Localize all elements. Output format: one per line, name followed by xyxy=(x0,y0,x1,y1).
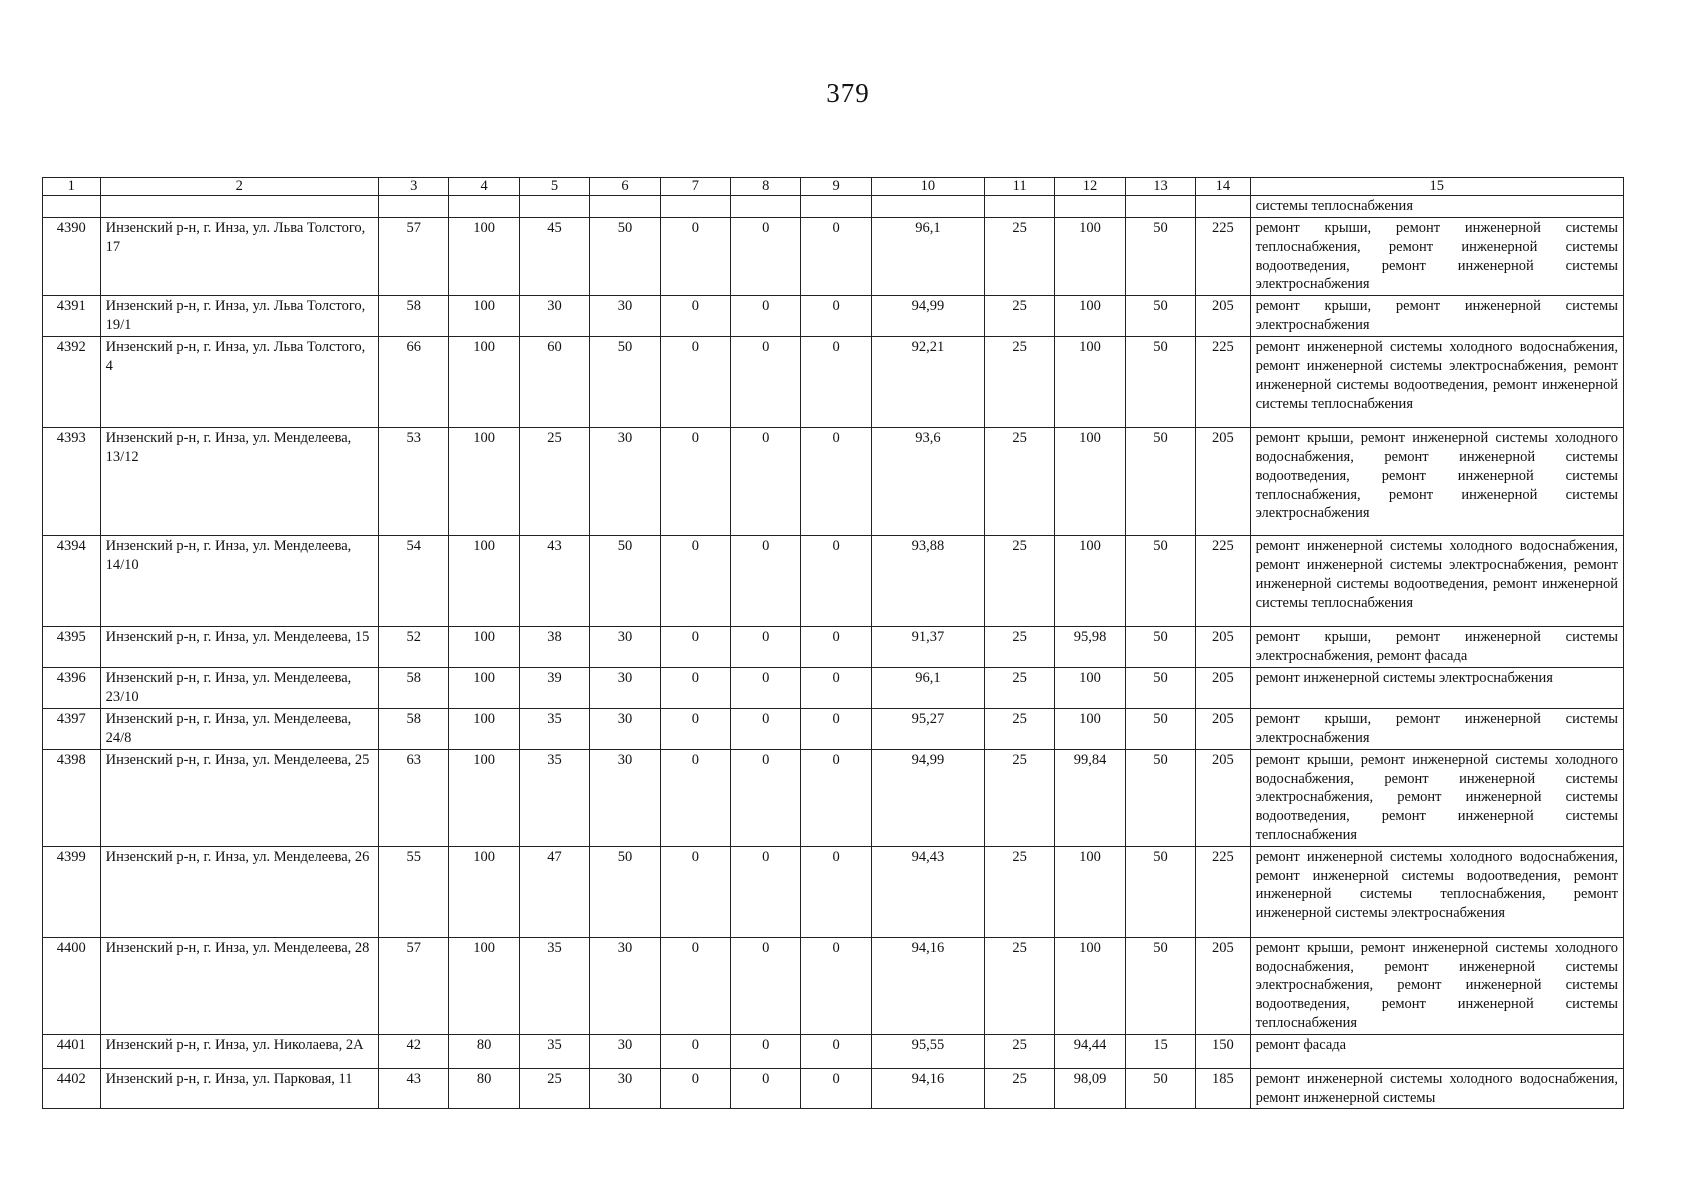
col-7: 0 xyxy=(660,428,730,536)
column-header-14: 14 xyxy=(1196,178,1250,196)
col-10: 94,16 xyxy=(871,1068,984,1109)
col-7: 0 xyxy=(660,708,730,749)
col-14: 225 xyxy=(1196,846,1250,937)
col-6: 30 xyxy=(590,296,660,337)
row-number: 4390 xyxy=(43,218,101,296)
col-11: 25 xyxy=(984,708,1054,749)
column-header-4: 4 xyxy=(449,178,519,196)
col-3: 57 xyxy=(379,937,449,1034)
table-row xyxy=(43,218,1624,296)
col-7: 0 xyxy=(660,749,730,846)
col-12: 100 xyxy=(1055,937,1125,1034)
col-4: 100 xyxy=(449,296,519,337)
col-9: 0 xyxy=(801,937,871,1034)
table-row xyxy=(43,937,1624,1034)
col-4: 100 xyxy=(449,937,519,1034)
col-13: 50 xyxy=(1125,536,1195,627)
col-5: 25 xyxy=(519,428,589,536)
col-3: 55 xyxy=(379,846,449,937)
col-10: 95,27 xyxy=(871,708,984,749)
col-11: 25 xyxy=(984,937,1054,1034)
col-11: 25 xyxy=(984,296,1054,337)
row-number: 4401 xyxy=(43,1034,101,1068)
col-4: 100 xyxy=(449,536,519,627)
col-13: 50 xyxy=(1125,337,1195,428)
col-9: 0 xyxy=(801,667,871,708)
col-13: 50 xyxy=(1125,296,1195,337)
address: Инзенский р-н, г. Инза, ул. Николаева, 2А xyxy=(100,1034,378,1068)
col-4: 100 xyxy=(449,627,519,668)
col-5: 30 xyxy=(519,296,589,337)
col-12: 100 xyxy=(1055,536,1125,627)
col-3: 58 xyxy=(379,667,449,708)
col-9: 0 xyxy=(801,536,871,627)
works-list: ремонт крыши, ремонт инженерной системы холодного водоснабжения, ремонт инженерной системы водоотведения, ремонт инженерной системы теплоснабжения, ремонт инженерной системы электроснабжения xyxy=(1250,428,1623,536)
col-9: 0 xyxy=(801,708,871,749)
col-9: 0 xyxy=(801,846,871,937)
col-6: 30 xyxy=(590,1068,660,1109)
col-8: 0 xyxy=(731,1068,801,1109)
address: Инзенский р-н, г. Инза, ул. Менделеева, 14/10 xyxy=(100,536,378,627)
col-11: 25 xyxy=(984,536,1054,627)
column-number-header-row xyxy=(43,178,1624,196)
col-10: 92,21 xyxy=(871,337,984,428)
col-5: 25 xyxy=(519,1068,589,1109)
col-4: 100 xyxy=(449,337,519,428)
col-12: 100 xyxy=(1055,708,1125,749)
col-7: 0 xyxy=(660,627,730,668)
col-12: 100 xyxy=(1055,337,1125,428)
col-14: 225 xyxy=(1196,337,1250,428)
address: Инзенский р-н, г. Инза, ул. Менделеева, 28 xyxy=(100,937,378,1034)
col-10: 94,99 xyxy=(871,749,984,846)
col-9: 0 xyxy=(801,218,871,296)
col-11: 25 xyxy=(984,667,1054,708)
col-3: 58 xyxy=(379,708,449,749)
col-5: 35 xyxy=(519,749,589,846)
table-row xyxy=(43,1034,1624,1068)
col-14: 225 xyxy=(1196,218,1250,296)
col-3: 52 xyxy=(379,627,449,668)
col-5: 35 xyxy=(519,937,589,1034)
column-header-12: 12 xyxy=(1055,178,1125,196)
col-14: 205 xyxy=(1196,428,1250,536)
col-8: 0 xyxy=(731,536,801,627)
col-7: 0 xyxy=(660,667,730,708)
col-13: 15 xyxy=(1125,1034,1195,1068)
col-12: 100 xyxy=(1055,846,1125,937)
col-8: 0 xyxy=(731,627,801,668)
col-5: 45 xyxy=(519,218,589,296)
col-4: 80 xyxy=(449,1068,519,1109)
col-4: 100 xyxy=(449,708,519,749)
col-8: 0 xyxy=(731,937,801,1034)
address: Инзенский р-н, г. Инза, ул. Менделеева, 15 xyxy=(100,627,378,668)
col-14: 205 xyxy=(1196,749,1250,846)
col-5: 35 xyxy=(519,1034,589,1068)
col-8: 0 xyxy=(731,749,801,846)
col-8: 0 xyxy=(731,296,801,337)
address: Инзенский р-н, г. Инза, ул. Льва Толстого, 19/1 xyxy=(100,296,378,337)
col-12: 100 xyxy=(1055,296,1125,337)
row-number: 4392 xyxy=(43,337,101,428)
col-14: 205 xyxy=(1196,708,1250,749)
col-4: 100 xyxy=(449,667,519,708)
col-14: 205 xyxy=(1196,937,1250,1034)
table-row xyxy=(43,708,1624,749)
col-3: 42 xyxy=(379,1034,449,1068)
row-number: 4398 xyxy=(43,749,101,846)
col-5: 60 xyxy=(519,337,589,428)
repair-register-table xyxy=(42,177,1624,1109)
col-12: 100 xyxy=(1055,428,1125,536)
col-11: 25 xyxy=(984,1068,1054,1109)
column-header-5: 5 xyxy=(519,178,589,196)
col-14: 225 xyxy=(1196,536,1250,627)
continuation-works: системы теплоснабжения xyxy=(1250,196,1623,218)
works-list: ремонт инженерной системы холодного водоснабжения, ремонт инженерной системы xyxy=(1250,1068,1623,1109)
col-7: 0 xyxy=(660,218,730,296)
row-number: 4400 xyxy=(43,937,101,1034)
table-row xyxy=(43,627,1624,668)
col-13: 50 xyxy=(1125,428,1195,536)
works-list: ремонт инженерной системы электроснабжения xyxy=(1250,667,1623,708)
table-row xyxy=(43,337,1624,428)
col-6: 50 xyxy=(590,536,660,627)
works-list: ремонт крыши, ремонт инженерной системы электроснабжения, ремонт фасада xyxy=(1250,627,1623,668)
works-list: ремонт крыши, ремонт инженерной системы теплоснабжения, ремонт инженерной системы водоотведения, ремонт инженерной системы электроснабжения xyxy=(1250,218,1623,296)
col-4: 100 xyxy=(449,846,519,937)
col-11: 25 xyxy=(984,218,1054,296)
col-9: 0 xyxy=(801,1034,871,1068)
column-header-2: 2 xyxy=(100,178,378,196)
col-14: 150 xyxy=(1196,1034,1250,1068)
column-header-11: 11 xyxy=(984,178,1054,196)
col-13: 50 xyxy=(1125,708,1195,749)
col-13: 50 xyxy=(1125,667,1195,708)
col-4: 80 xyxy=(449,1034,519,1068)
col-5: 39 xyxy=(519,667,589,708)
works-list: ремонт крыши, ремонт инженерной системы холодного водоснабжения, ремонт инженерной системы электроснабжения, ремонт инженерной системы водоотведения, ремонт инженерной системы теплоснабжения xyxy=(1250,749,1623,846)
row-number: 4399 xyxy=(43,846,101,937)
col-11: 25 xyxy=(984,428,1054,536)
col-9: 0 xyxy=(801,1068,871,1109)
page-number: 379 xyxy=(826,78,870,108)
column-header-8: 8 xyxy=(731,178,801,196)
col-5: 43 xyxy=(519,536,589,627)
col-13: 50 xyxy=(1125,218,1195,296)
col-9: 0 xyxy=(801,627,871,668)
col-12: 98,09 xyxy=(1055,1068,1125,1109)
col-6: 30 xyxy=(590,1034,660,1068)
col-10: 91,37 xyxy=(871,627,984,668)
col-8: 0 xyxy=(731,337,801,428)
col-3: 53 xyxy=(379,428,449,536)
column-header-9: 9 xyxy=(801,178,871,196)
address: Инзенский р-н, г. Инза, ул. Менделеева, 23/10 xyxy=(100,667,378,708)
address: Инзенский р-н, г. Инза, ул. Менделеева, 26 xyxy=(100,846,378,937)
col-10: 94,99 xyxy=(871,296,984,337)
works-list: ремонт инженерной системы холодного водоснабжения, ремонт инженерной системы электроснабжения, ремонт инженерной системы водоотведения, ремонт инженерной системы теплоснабжения xyxy=(1250,337,1623,428)
works-list: ремонт крыши, ремонт инженерной системы электроснабжения xyxy=(1250,708,1623,749)
col-6: 30 xyxy=(590,428,660,536)
table-row xyxy=(43,428,1624,536)
col-4: 100 xyxy=(449,428,519,536)
row-number: 4394 xyxy=(43,536,101,627)
col-5: 35 xyxy=(519,708,589,749)
col-6: 30 xyxy=(590,627,660,668)
col-7: 0 xyxy=(660,846,730,937)
col-10: 93,6 xyxy=(871,428,984,536)
col-11: 25 xyxy=(984,846,1054,937)
col-10: 95,55 xyxy=(871,1034,984,1068)
address: Инзенский р-н, г. Инза, ул. Льва Толстого, 4 xyxy=(100,337,378,428)
address: Инзенский р-н, г. Инза, ул. Льва Толстого, 17 xyxy=(100,218,378,296)
col-8: 0 xyxy=(731,428,801,536)
col-13: 50 xyxy=(1125,937,1195,1034)
col-11: 25 xyxy=(984,749,1054,846)
col-11: 25 xyxy=(984,337,1054,428)
col-10: 94,43 xyxy=(871,846,984,937)
col-9: 0 xyxy=(801,749,871,846)
col-4: 100 xyxy=(449,218,519,296)
col-14: 205 xyxy=(1196,627,1250,668)
address: Инзенский р-н, г. Инза, ул. Менделеева, 25 xyxy=(100,749,378,846)
col-9: 0 xyxy=(801,337,871,428)
col-13: 50 xyxy=(1125,846,1195,937)
col-3: 63 xyxy=(379,749,449,846)
col-7: 0 xyxy=(660,536,730,627)
col-9: 0 xyxy=(801,296,871,337)
address: Инзенский р-н, г. Инза, ул. Менделеева, 13/12 xyxy=(100,428,378,536)
col-11: 25 xyxy=(984,1034,1054,1068)
col-14: 205 xyxy=(1196,296,1250,337)
col-6: 30 xyxy=(590,667,660,708)
works-list: ремонт инженерной системы холодного водоснабжения, ремонт инженерной системы электроснабжения, ремонт инженерной системы водоотведения, ремонт инженерной системы теплоснабжения xyxy=(1250,536,1623,627)
col-6: 30 xyxy=(590,749,660,846)
col-10: 94,16 xyxy=(871,937,984,1034)
col-13: 50 xyxy=(1125,749,1195,846)
row-number: 4393 xyxy=(43,428,101,536)
table-row xyxy=(43,846,1624,937)
col-8: 0 xyxy=(731,218,801,296)
col-12: 100 xyxy=(1055,218,1125,296)
col-8: 0 xyxy=(731,846,801,937)
continuation-row xyxy=(43,196,1624,218)
works-list: ремонт крыши, ремонт инженерной системы электроснабжения xyxy=(1250,296,1623,337)
col-14: 185 xyxy=(1196,1068,1250,1109)
col-5: 47 xyxy=(519,846,589,937)
col-12: 95,98 xyxy=(1055,627,1125,668)
row-number: 4395 xyxy=(43,627,101,668)
col-12: 94,44 xyxy=(1055,1034,1125,1068)
col-7: 0 xyxy=(660,937,730,1034)
column-header-7: 7 xyxy=(660,178,730,196)
col-6: 50 xyxy=(590,337,660,428)
col-10: 96,1 xyxy=(871,218,984,296)
col-3: 43 xyxy=(379,1068,449,1109)
col-3: 58 xyxy=(379,296,449,337)
col-6: 30 xyxy=(590,708,660,749)
col-10: 96,1 xyxy=(871,667,984,708)
column-header-15: 15 xyxy=(1250,178,1623,196)
table-row xyxy=(43,667,1624,708)
table-row xyxy=(43,1068,1624,1109)
column-header-3: 3 xyxy=(379,178,449,196)
works-list: ремонт инженерной системы холодного водоснабжения, ремонт инженерной системы водоотведения, ремонт инженерной системы теплоснабжения, ремонт инженерной системы электроснабжения xyxy=(1250,846,1623,937)
row-number: 4402 xyxy=(43,1068,101,1109)
col-4: 100 xyxy=(449,749,519,846)
table-row xyxy=(43,296,1624,337)
col-7: 0 xyxy=(660,1068,730,1109)
col-3: 57 xyxy=(379,218,449,296)
col-13: 50 xyxy=(1125,1068,1195,1109)
col-7: 0 xyxy=(660,296,730,337)
col-7: 0 xyxy=(660,1034,730,1068)
table-row xyxy=(43,749,1624,846)
column-header-13: 13 xyxy=(1125,178,1195,196)
works-list: ремонт крыши, ремонт инженерной системы холодного водоснабжения, ремонт инженерной системы электроснабжения, ремонт инженерной системы водоотведения, ремонт инженерной системы теплоснабжения xyxy=(1250,937,1623,1034)
col-11: 25 xyxy=(984,627,1054,668)
column-header-6: 6 xyxy=(590,178,660,196)
column-header-1: 1 xyxy=(43,178,101,196)
col-6: 50 xyxy=(590,846,660,937)
col-6: 30 xyxy=(590,937,660,1034)
col-14: 205 xyxy=(1196,667,1250,708)
col-10: 93,88 xyxy=(871,536,984,627)
table-body xyxy=(43,196,1624,1109)
address: Инзенский р-н, г. Инза, ул. Парковая, 11 xyxy=(100,1068,378,1109)
col-12: 99,84 xyxy=(1055,749,1125,846)
col-3: 54 xyxy=(379,536,449,627)
col-8: 0 xyxy=(731,667,801,708)
col-9: 0 xyxy=(801,428,871,536)
col-5: 38 xyxy=(519,627,589,668)
works-list: ремонт фасада xyxy=(1250,1034,1623,1068)
col-6: 50 xyxy=(590,218,660,296)
col-3: 66 xyxy=(379,337,449,428)
column-header-10: 10 xyxy=(871,178,984,196)
col-12: 100 xyxy=(1055,667,1125,708)
col-8: 0 xyxy=(731,1034,801,1068)
col-13: 50 xyxy=(1125,627,1195,668)
col-8: 0 xyxy=(731,708,801,749)
col-7: 0 xyxy=(660,337,730,428)
address: Инзенский р-н, г. Инза, ул. Менделеева, 24/8 xyxy=(100,708,378,749)
row-number: 4396 xyxy=(43,667,101,708)
row-number: 4397 xyxy=(43,708,101,749)
table-row xyxy=(43,536,1624,627)
row-number: 4391 xyxy=(43,296,101,337)
